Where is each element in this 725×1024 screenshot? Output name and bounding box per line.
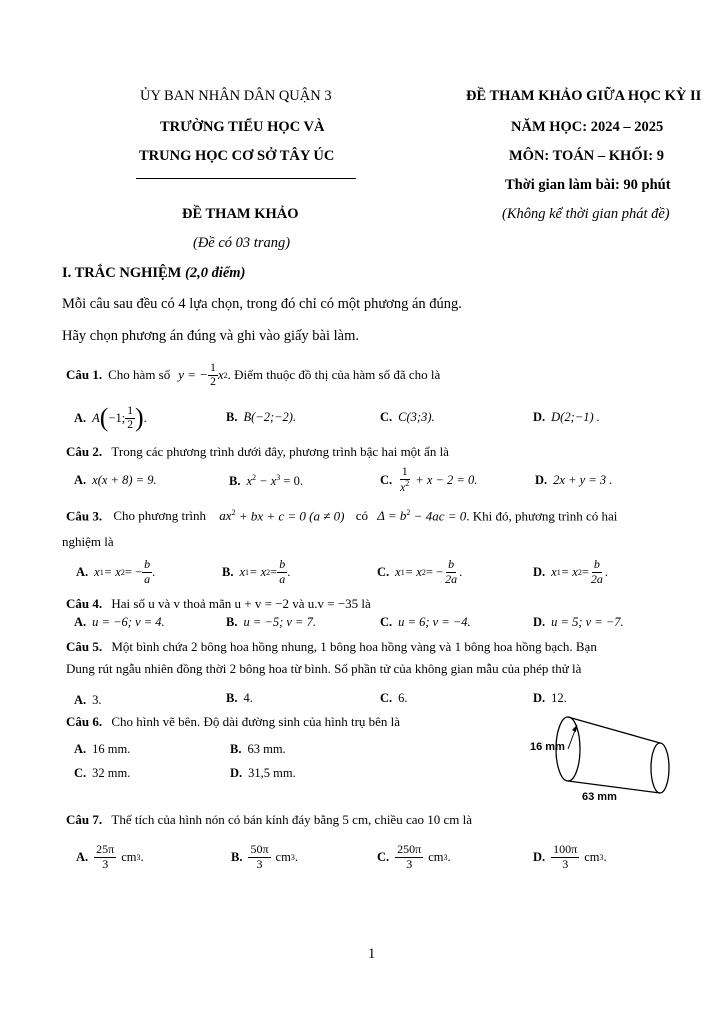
numerator: b bbox=[448, 557, 455, 572]
formula: x bbox=[246, 474, 253, 489]
question-text: Thể tích của hình nón có bán kính đáy bằng 5 cm, chiều cao 10 cm là bbox=[111, 812, 473, 827]
question-3-cont: nghiệm là bbox=[62, 534, 114, 549]
q5-option-d[interactable] bbox=[533, 691, 567, 706]
numerator: 100π bbox=[553, 842, 578, 857]
numerator: 250π bbox=[397, 842, 422, 857]
instruction-2: Hãy chọn phương án đúng và ghi vào giấy bài làm. bbox=[62, 328, 360, 344]
question-5-cont: Dung rút ngẫu nhiên đồng thời 2 bông hoa từ bình. Số phần tử của không gian mẫu của phép thử là bbox=[66, 661, 582, 676]
section-title bbox=[62, 265, 245, 282]
option-label: A. bbox=[74, 473, 87, 487]
fraction bbox=[443, 558, 459, 585]
subscript: 2 bbox=[266, 567, 271, 577]
q4-option-c[interactable] bbox=[380, 615, 471, 630]
question-label: Câu 7. bbox=[66, 812, 103, 827]
option-end: . bbox=[294, 849, 298, 864]
page-number: 1 bbox=[368, 946, 376, 962]
q3-option-b[interactable] bbox=[222, 554, 290, 590]
subscript: 1 bbox=[245, 567, 250, 577]
header-district: ỦY BAN NHÂN DÂN QUẬN 3 bbox=[140, 88, 332, 104]
numerator: 1 bbox=[127, 404, 133, 417]
option-value: 3. bbox=[92, 693, 102, 707]
question-7 bbox=[66, 812, 472, 828]
subscript: 2 bbox=[421, 567, 426, 577]
fraction bbox=[125, 405, 135, 431]
formula: Δ = b bbox=[377, 508, 407, 524]
exponent: 2 bbox=[252, 473, 257, 482]
denominator: 3 bbox=[406, 856, 413, 871]
fraction bbox=[395, 843, 423, 870]
option-label: A. bbox=[76, 564, 89, 579]
header-exam-title: ĐỀ THAM KHẢO GIỮA HỌC KỲ II bbox=[466, 88, 702, 104]
formula: y = − bbox=[178, 367, 209, 382]
subscript: 2 bbox=[120, 567, 125, 577]
doc-label: ĐỀ THAM KHẢO bbox=[182, 206, 299, 222]
radius-arrow bbox=[572, 725, 577, 732]
denominator: 3 bbox=[562, 856, 569, 871]
option-end: . bbox=[287, 564, 291, 579]
formula: x bbox=[94, 564, 100, 579]
header-school-line2: TRUNG HỌC CƠ SỞ TÂY ÚC bbox=[139, 148, 335, 164]
exponent: 3 bbox=[290, 852, 295, 862]
exponent: 3 bbox=[136, 852, 141, 862]
formula: = bbox=[270, 564, 278, 579]
option-label: C. bbox=[380, 410, 393, 424]
formula: = bbox=[581, 564, 589, 579]
q6-option-c[interactable] bbox=[74, 766, 130, 781]
question-4 bbox=[66, 596, 371, 612]
doc-page-count: (Đề có 03 trang) bbox=[193, 235, 291, 251]
exponent: 3 bbox=[599, 852, 604, 862]
option-end: . bbox=[459, 564, 463, 579]
option-end: . bbox=[603, 849, 607, 864]
option-label: D. bbox=[533, 849, 546, 864]
question-5 bbox=[66, 639, 597, 655]
option-point: A bbox=[92, 410, 100, 425]
option-value: 16 mm. bbox=[92, 742, 131, 756]
option-label: A. bbox=[74, 742, 87, 756]
denominator: 2a bbox=[590, 571, 603, 586]
fraction bbox=[398, 466, 411, 494]
q5-option-a[interactable] bbox=[74, 693, 102, 708]
fraction bbox=[208, 362, 218, 388]
option-label: B. bbox=[226, 410, 238, 424]
question-text: Một bình chứa 2 bông hoa hồng nhung, 1 bông hoa hồng vàng và 1 bông hoa hồng bạch. Bạn bbox=[111, 639, 597, 654]
option-label: D. bbox=[535, 473, 548, 487]
question-label: Câu 5. bbox=[66, 639, 103, 654]
option-value: 4. bbox=[243, 691, 253, 705]
q3-option-a[interactable] bbox=[76, 554, 155, 590]
option-value: C(3;3). bbox=[398, 410, 435, 424]
subscript: 1 bbox=[400, 567, 405, 577]
option-value: 63 mm. bbox=[247, 742, 286, 756]
option-value: B(−2;−2). bbox=[243, 410, 297, 424]
formula: x bbox=[395, 564, 401, 579]
fraction bbox=[589, 558, 605, 585]
fraction bbox=[277, 558, 287, 585]
denominator: 2 bbox=[127, 418, 133, 431]
denominator: a bbox=[279, 571, 286, 586]
section-title-text: I. TRẮC NGHIỆM bbox=[62, 265, 182, 281]
fraction bbox=[94, 843, 116, 870]
question-label: Câu 3. bbox=[66, 508, 103, 524]
denominator-var: x bbox=[400, 481, 406, 494]
option-value: 31,5 mm. bbox=[248, 766, 296, 780]
q1-option-c[interactable] bbox=[380, 410, 435, 425]
option-label: C. bbox=[380, 472, 393, 487]
option-end: . bbox=[447, 849, 451, 864]
option-value: 2x + y = 3 . bbox=[553, 473, 613, 487]
question-text: . Khi đó, phương trình có hai bbox=[466, 508, 618, 524]
q1-option-a[interactable] bbox=[74, 398, 147, 438]
q5-option-c[interactable] bbox=[380, 691, 408, 706]
instruction-1: Mỗi câu sau đều có 4 lựa chọn, trong đó chỉ có một phương án đúng. bbox=[62, 296, 462, 312]
formula: ax bbox=[219, 508, 232, 524]
option-label: A. bbox=[74, 615, 87, 629]
question-text: Trong các phương trình dưới đây, phương trình bậc hai một ẩn là bbox=[111, 444, 449, 459]
question-2 bbox=[66, 444, 449, 460]
exponent: 2 bbox=[405, 478, 410, 488]
q2-option-b[interactable] bbox=[229, 473, 303, 489]
subscript: 2 bbox=[577, 567, 582, 577]
option-coord: −1; bbox=[108, 410, 126, 425]
q7-option-c[interactable] bbox=[377, 838, 451, 876]
figure-radius-label: 16 mm bbox=[530, 741, 565, 753]
option-label: C. bbox=[377, 564, 390, 579]
option-value: 12. bbox=[551, 691, 567, 705]
question-text: Cho phương trình bbox=[113, 508, 207, 524]
exponent: 3 bbox=[443, 852, 448, 862]
option-end: . bbox=[152, 564, 156, 579]
q2-option-a[interactable] bbox=[74, 473, 157, 488]
denominator: a bbox=[144, 571, 151, 586]
q2-option-d[interactable] bbox=[535, 473, 612, 488]
exponent: 2 bbox=[406, 508, 411, 517]
exponent: 3 bbox=[276, 473, 281, 482]
question-text: Cho hàm số bbox=[108, 367, 171, 382]
numerator: 1 bbox=[401, 465, 408, 478]
header-divider bbox=[136, 178, 356, 179]
numerator: 1 bbox=[210, 361, 216, 374]
question-text: có bbox=[355, 508, 368, 524]
option-value: D(2;−1) . bbox=[551, 410, 600, 424]
question-text: Hai số u và v thoả mãn u + v = −2 và u.v = −35 là bbox=[111, 596, 371, 611]
formula: = x bbox=[404, 564, 422, 579]
option-end: . bbox=[143, 410, 147, 425]
formula: = x bbox=[249, 564, 267, 579]
option-label: B. bbox=[222, 564, 234, 579]
cylinder-right-base bbox=[651, 743, 669, 793]
q5-option-b[interactable] bbox=[226, 691, 253, 706]
option-label: B. bbox=[229, 474, 241, 489]
q7-option-d[interactable] bbox=[533, 838, 607, 876]
header-school-year: NĂM HỌC: 2024 – 2025 bbox=[511, 119, 664, 135]
option-value: x(x + 8) = 9. bbox=[92, 473, 157, 487]
option-label: B. bbox=[230, 742, 242, 756]
formula-var: x bbox=[217, 367, 224, 382]
option-label: B. bbox=[226, 615, 238, 629]
fraction bbox=[248, 843, 270, 870]
option-label: D. bbox=[533, 564, 546, 579]
question-label: Câu 1. bbox=[66, 367, 103, 382]
formula: x bbox=[239, 564, 246, 579]
question-3 bbox=[66, 508, 617, 524]
formula: x bbox=[551, 564, 557, 579]
option-label: C. bbox=[380, 691, 393, 705]
option-label: D. bbox=[533, 410, 546, 424]
option-label: B. bbox=[226, 691, 238, 705]
formula-end: = 0. bbox=[280, 474, 303, 489]
section-points: (2,0 điểm) bbox=[185, 265, 246, 281]
q2-option-c[interactable] bbox=[380, 462, 477, 498]
formula: − x bbox=[256, 474, 277, 489]
option-value: 32 mm. bbox=[92, 766, 131, 780]
question-1 bbox=[66, 358, 440, 392]
header-duration-note: (Không kể thời gian phát đề) bbox=[502, 206, 670, 222]
q6-option-b[interactable] bbox=[230, 742, 286, 757]
denominator: 2 bbox=[210, 375, 216, 388]
numerator: 25π bbox=[96, 842, 115, 857]
q6-option-a[interactable] bbox=[74, 742, 130, 757]
denominator bbox=[398, 480, 411, 494]
exponent: 2 bbox=[231, 508, 236, 517]
formula: + bx + c = 0 (a ≠ 0) bbox=[235, 508, 345, 524]
formula: − 4ac = 0 bbox=[410, 508, 467, 524]
subscript: 1 bbox=[556, 567, 561, 577]
numerator: 50π bbox=[250, 842, 269, 857]
option-label: C. bbox=[377, 849, 390, 864]
question-label: Câu 4. bbox=[66, 596, 103, 611]
header-duration: Thời gian làm bài: 90 phút bbox=[505, 177, 671, 193]
denominator: 2a bbox=[445, 571, 458, 586]
q4-option-b[interactable] bbox=[226, 615, 316, 630]
option-label: D. bbox=[533, 691, 546, 705]
q1-option-b[interactable] bbox=[226, 410, 296, 425]
question-text-end: . Điểm thuộc đồ thị của hàm số đã cho là bbox=[227, 367, 441, 382]
fraction bbox=[142, 558, 152, 585]
q1-option-d[interactable] bbox=[533, 410, 600, 425]
question-label: Câu 6. bbox=[66, 714, 103, 729]
paren-open: ( bbox=[99, 403, 109, 432]
formula: = x bbox=[103, 564, 121, 579]
option-label: B. bbox=[231, 849, 243, 864]
option-label: A. bbox=[76, 849, 89, 864]
subscript: 1 bbox=[99, 567, 104, 577]
header-subject: MÔN: TOÁN – KHỐI: 9 bbox=[509, 148, 664, 164]
question-6 bbox=[66, 714, 400, 730]
formula: = − bbox=[425, 564, 444, 579]
header-school-line1: TRƯỜNG TIỂU HỌC VÀ bbox=[160, 119, 325, 135]
question-text: Cho hình vẽ bên. Độ dài đường sinh của hình trụ bên là bbox=[111, 714, 401, 729]
q3-option-d[interactable] bbox=[533, 554, 608, 590]
exponent: 2 bbox=[223, 370, 228, 380]
option-value: u = −5; v = 7. bbox=[243, 615, 316, 629]
paren-close: ) bbox=[135, 403, 144, 432]
denominator: 3 bbox=[102, 856, 109, 871]
cylinder-top-edge bbox=[568, 717, 660, 743]
option-label: D. bbox=[533, 615, 546, 629]
q6-option-d[interactable] bbox=[230, 766, 296, 781]
numerator: b bbox=[593, 557, 600, 572]
option-label: C. bbox=[380, 615, 393, 629]
option-value: u = −6; v = 4. bbox=[92, 615, 165, 629]
q7-option-a[interactable] bbox=[76, 838, 144, 876]
option-value: u = 6; v = −4. bbox=[398, 615, 471, 629]
q4-option-d[interactable] bbox=[533, 615, 624, 630]
numerator: b bbox=[144, 557, 151, 572]
formula: + x − 2 = 0. bbox=[415, 472, 478, 487]
option-end: . bbox=[140, 849, 144, 864]
denominator: 3 bbox=[256, 856, 263, 871]
option-value: 6. bbox=[398, 691, 408, 705]
option-value: u = 5; v = −7. bbox=[551, 615, 624, 629]
option-label: A. bbox=[74, 410, 87, 425]
q3-option-c[interactable] bbox=[377, 554, 462, 590]
option-end: . bbox=[604, 564, 609, 579]
q4-option-a[interactable] bbox=[74, 615, 165, 630]
option-label: A. bbox=[74, 693, 87, 707]
fraction bbox=[551, 843, 579, 870]
unit: cm bbox=[584, 849, 600, 864]
unit: cm bbox=[275, 849, 291, 864]
figure-length-label: 63 mm bbox=[582, 791, 617, 803]
q7-option-b[interactable] bbox=[231, 838, 298, 876]
option-label: C. bbox=[74, 766, 87, 780]
formula: = − bbox=[124, 564, 143, 579]
unit: cm bbox=[121, 849, 137, 864]
numerator: b bbox=[279, 557, 286, 572]
question-label: Câu 2. bbox=[66, 444, 103, 459]
option-label: D. bbox=[230, 766, 243, 780]
formula: = x bbox=[560, 564, 578, 579]
unit: cm bbox=[428, 849, 444, 864]
